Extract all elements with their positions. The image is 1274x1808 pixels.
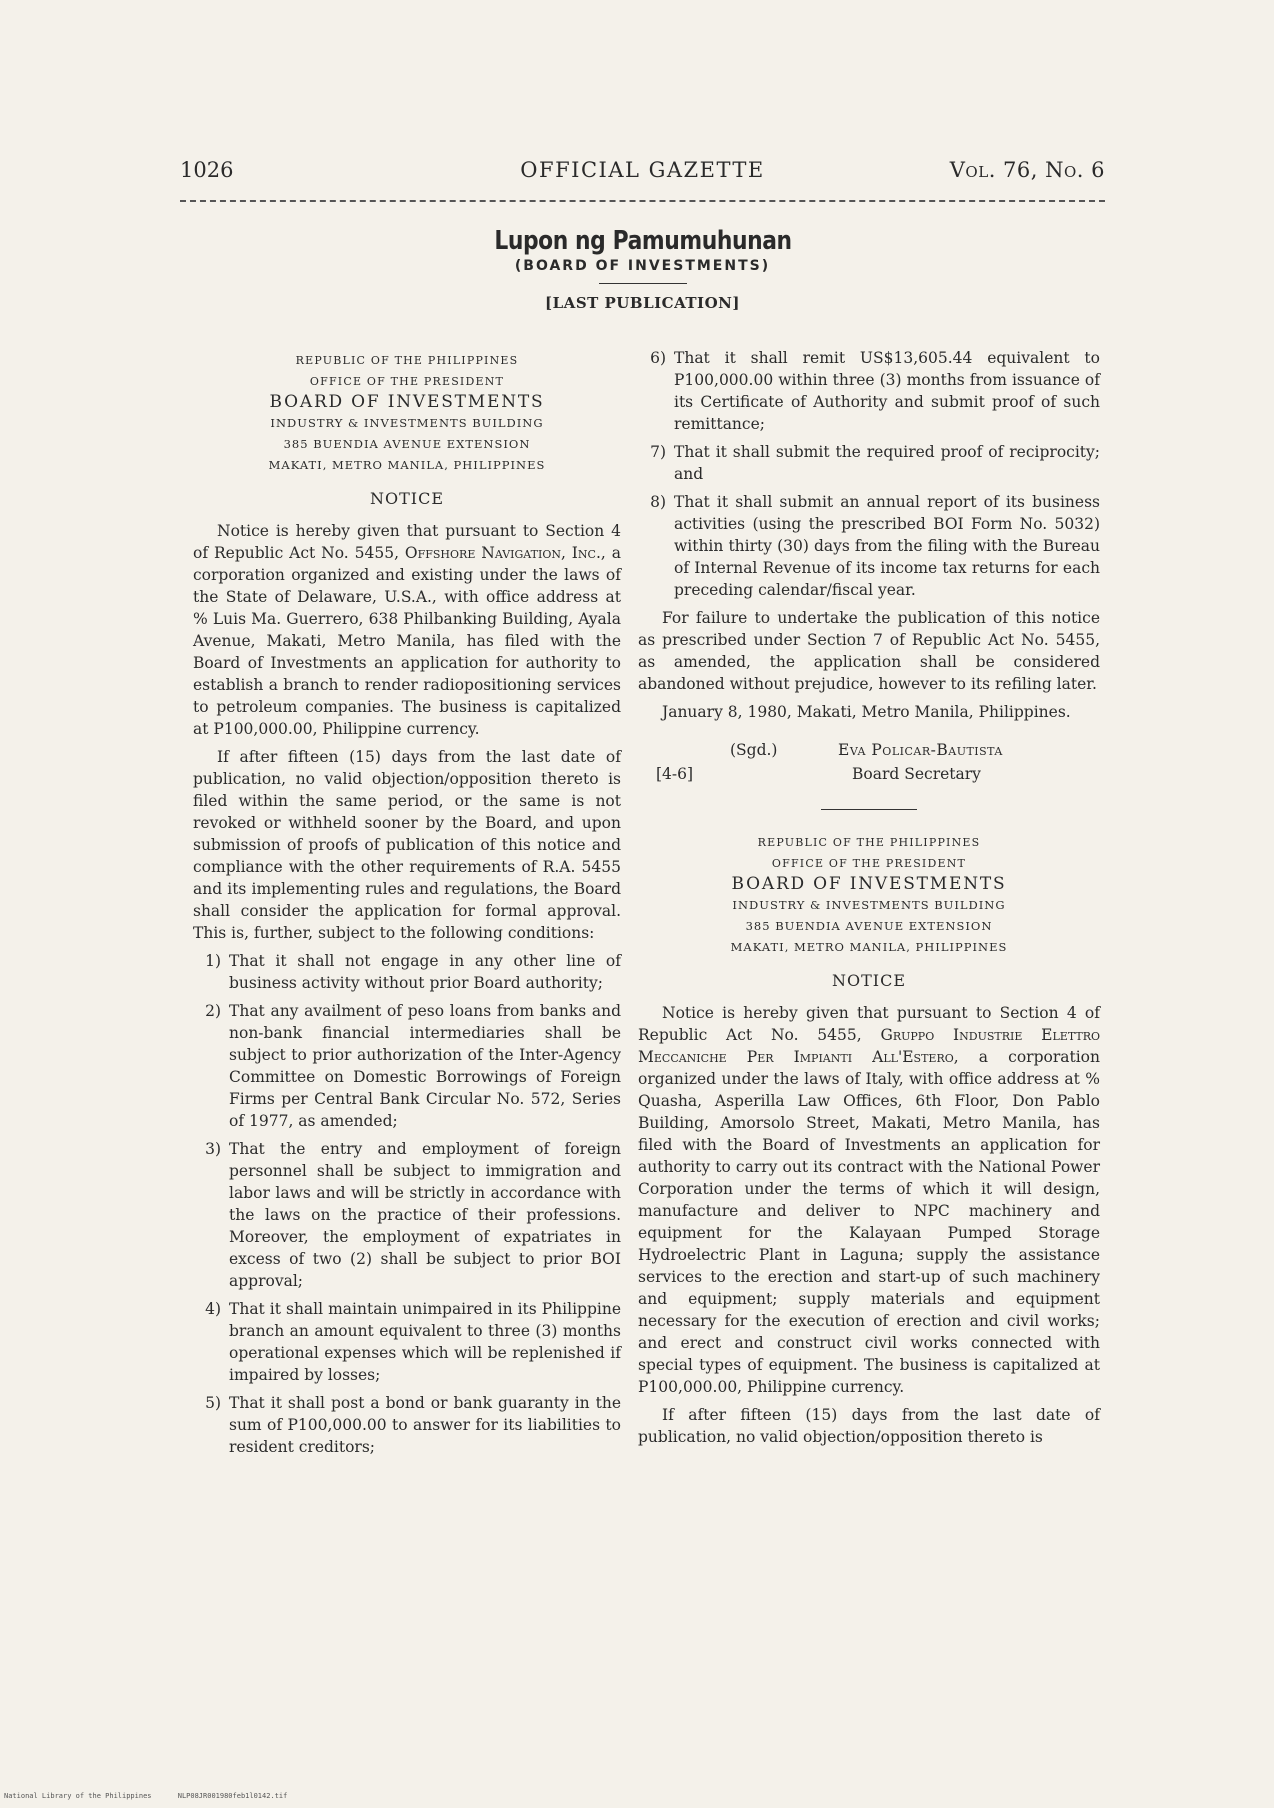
condition-item (638, 441, 1100, 485)
notice2-paragraph-1 (638, 1002, 1100, 1398)
condition-text: That it shall submit the required proof of reciprocity; and (674, 443, 1100, 483)
footer-library: National Library of the Philippines (4, 1792, 152, 1800)
condition-number: 1) (205, 952, 221, 970)
condition-text: That it shall post a bond or bank guaranty in the sum of P100,000.00 to answer for its liabilities to resident creditors; (229, 1394, 621, 1456)
letterhead-republic: REPUBLIC OF THE PHILIPPINES (757, 836, 981, 849)
condition-item (193, 950, 621, 994)
condition-item (193, 1298, 621, 1386)
volume-info: Vol. 76, No. 6 (949, 158, 1105, 182)
condition-item (193, 1392, 621, 1458)
condition-text: That it shall submit an annual report of its business activities (using the prescribed BOI Form No. 5032) within thirty (30) days from the filing with the Bureau of Internal Revenue of its income tax returns for each preceding calendar/fiscal year. (674, 493, 1100, 599)
notice1-failure-paragraph: For failure to undertake the publication of this notice as prescribed under Section 7 of Republic Act No. 5455, as amended, the application shall be considered abandoned without prejudice, however to its refiling later. (638, 609, 1100, 693)
condition-number: 5) (205, 1394, 221, 1412)
publication-note: [LAST PUBLICATION] (545, 294, 740, 312)
signatory-name: Eva Policar-Bautista (838, 741, 1003, 759)
page-number: 1026 (180, 158, 234, 182)
condition-text: That it shall maintain unimpaired in its Philippine branch an amount equivalent to three (3) months operational expenses which will be replenished if impaired by losses; (229, 1300, 621, 1384)
signatory-role: Board Secretary (852, 765, 981, 783)
notice1-p1-lead: Notice is hereby given that pursuant to Section 4 of Republic Act No. 5455, (193, 522, 621, 562)
notice2-paragraph-2: If after fifteen (15) days from the last date of publication, no valid objection/opposition thereto is (638, 1406, 1100, 1446)
notice1-company-name: Offshore Navigation, Inc. (404, 544, 601, 562)
condition-number: 7) (650, 443, 666, 461)
notice2-p1-rest: , a corporation organized under the laws of Italy, with office address at % Quasha, Asperilla Law Offices, 6th Floor, Don Pablo Building, Amorsolo Street, Makati, Metro Manila, has filed with the Board of Investments an application for authority to carry out its contract with the National Power Corporation under the terms of which it will design, manufacture and deliver to NPC machinery and equipment for the Kalayaan Pumped Storage Hydroelectric Plant in Laguna; supply the assistance services to the erection and start-up of such machinery and equipment; supply materials and equipment necessary for the execution of erection and civil works; and erect and construct civil works connected with special types of equipment. The business is capitalized at P100,000.00, Philippine currency. (638, 1048, 1100, 1396)
letterhead-street: 385 BUENDIA AVENUE EXTENSION (745, 919, 993, 933)
letterhead-office: OFFICE OF THE PRESIDENT (771, 857, 967, 870)
header-divider (180, 200, 1105, 202)
footer-file: NLP08JR001980feb1l0142.tif (177, 1792, 288, 1800)
notice2-p1-lead: Notice is hereby given that pursuant to Section 4 of Republic Act No. 5455, (638, 1004, 1100, 1044)
notice1-letterhead (193, 350, 621, 476)
page-header (180, 158, 1105, 192)
signature-sgd: (Sgd.) (730, 741, 778, 759)
notice2-company-name: Gruppo Industrie Elettro Meccaniche Per Impianti All'Estero (638, 1026, 1101, 1066)
letterhead-board: BOARD OF INVESTMENTS (269, 392, 545, 412)
letterhead-city: MAKATI, METRO MANILA, PHILIPPINES (268, 458, 546, 472)
section-masthead (180, 226, 1105, 312)
notice1-paragraph-1 (193, 520, 621, 740)
letterhead-republic: REPUBLIC OF THE PHILIPPINES (295, 354, 519, 367)
publication-reference: [4-6] (656, 765, 694, 783)
letterhead-building: INDUSTRY & INVESTMENTS BUILDING (270, 416, 544, 430)
notice1-paragraph-2: If after fifteen (15) days from the last date of publication, no valid objection/opposition thereto is filed within the same period, or the same is not revoked or withheld sooner by the Board, and upon submission of proofs of publication of this notice and compliance with the other requirements of R.A. 5455 and its implementing rules and regulations, the Board shall consider the application for formal approval. This is, further, subject to the following conditions: (193, 748, 621, 942)
scan-footer (4, 1792, 309, 1800)
condition-number: 8) (650, 493, 666, 511)
notice1-title: NOTICE (369, 489, 445, 508)
conditions-list-part1 (193, 950, 621, 1458)
letterhead-office: OFFICE OF THE PRESIDENT (309, 375, 505, 388)
condition-item (638, 491, 1100, 601)
condition-text: That the entry and employment of foreign personnel shall be subject to immigration and labor laws and will be strictly in accordance with the laws on the practice of their professions. Moreover, the employment of expatriates in excess of two (2) shall be subject to prior BOI approval; (229, 1140, 621, 1290)
notice1-date-line: January 8, 1980, Makati, Metro Manila, Philippines. (662, 703, 1071, 721)
condition-item (193, 1138, 621, 1292)
section-title: Lupon ng Pamumuhunan (493, 226, 792, 256)
condition-item (193, 1000, 621, 1132)
conditions-list-part2 (638, 347, 1100, 601)
publication-title: OFFICIAL GAZETTE (520, 158, 765, 182)
condition-text: That it shall not engage in any other line of business activity without prior Board authority; (229, 952, 621, 992)
left-column (193, 350, 621, 1464)
letterhead-board: BOARD OF INVESTMENTS (731, 874, 1007, 894)
letterhead-building: INDUSTRY & INVESTMENTS BUILDING (732, 898, 1006, 912)
section-subtitle: (BOARD OF INVESTMENTS) (514, 258, 771, 274)
condition-item (638, 347, 1100, 435)
notice2-title: NOTICE (831, 971, 907, 990)
condition-number: 3) (205, 1140, 221, 1158)
letterhead-street: 385 BUENDIA AVENUE EXTENSION (283, 437, 531, 451)
notice1-p1-rest: , a corporation organized and existing under the laws of the State of Delaware, U.S.A., with office address at % Luis Ma. Guerrero, 638 Philbanking Building, Ayala Avenue, Makati, Metro Manila, has filed with the Board of Investments an application for authority to establish a branch to render radiopositioning services to petroleum companies. The business is capitalized at P100,000.00, Philippine currency. (193, 544, 621, 738)
condition-number: 4) (205, 1300, 221, 1318)
condition-text: That it shall remit US$13,605.44 equivalent to P100,000.00 within three (3) months from issuance of its Certificate of Authority and submit proof of such remittance; (674, 349, 1100, 433)
right-column (638, 347, 1100, 1454)
condition-text: That any availment of peso loans from banks and non-bank financial intermediaries shall be subject to prior authorization of the Inter-Agency Committee on Domestic Borrowings of Foreign Firms per Central Bank Circular No. 572, Series of 1977, as amended; (229, 1002, 621, 1130)
notice2-letterhead (638, 832, 1100, 958)
condition-number: 2) (205, 1002, 221, 1020)
notice-separator (821, 809, 917, 810)
letterhead-city: MAKATI, METRO MANILA, PHILIPPINES (730, 940, 1008, 954)
notice1-signature-block (638, 739, 1100, 789)
condition-number: 6) (650, 349, 666, 367)
masthead-divider (599, 283, 687, 284)
